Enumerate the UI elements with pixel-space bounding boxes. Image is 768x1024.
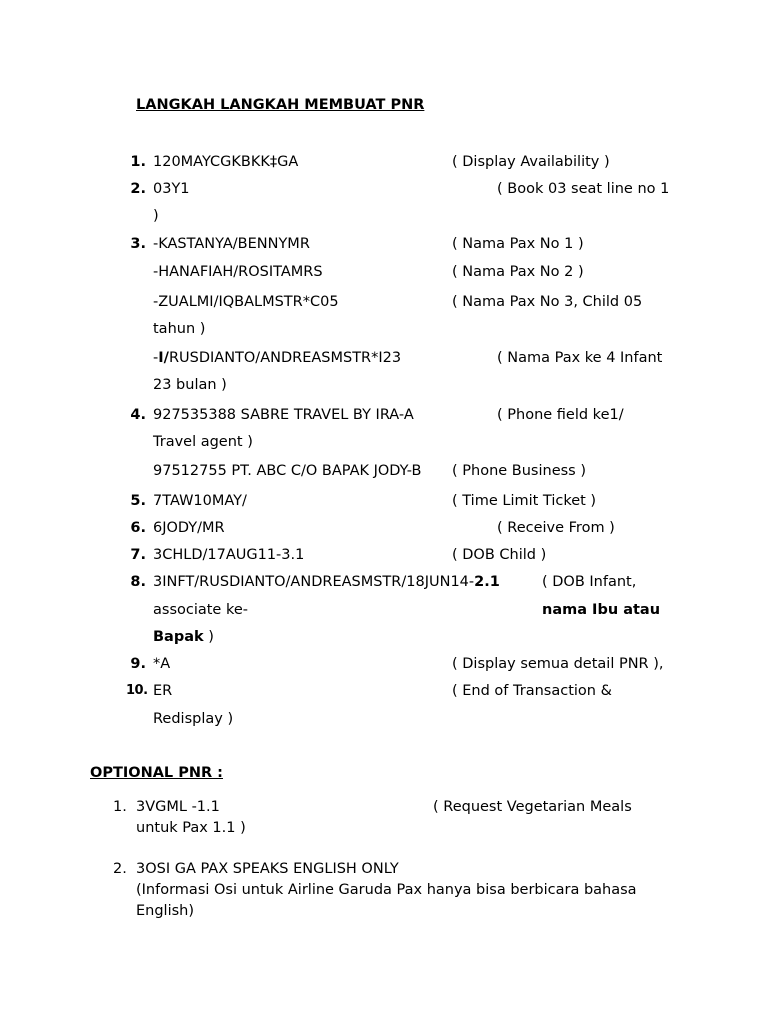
step-note-continuation: nama Ibu atau <box>542 602 661 618</box>
optional-number: 1. <box>113 799 127 815</box>
step-note: ( Book 03 seat line no 1 <box>497 181 670 197</box>
step-number: 8. <box>130 574 146 590</box>
step-note-continuation: tahun ) <box>153 321 206 337</box>
step-note: ( End of Transaction & <box>452 683 612 699</box>
optional-note-continuation: untuk Pax 1.1 ) <box>136 820 246 836</box>
step-note-continuation: ) <box>153 208 159 224</box>
step-note: ( DOB Child ) <box>452 547 547 563</box>
step-command: *A <box>153 656 171 672</box>
step-command: 3CHLD/17AUG11-3.1 <box>153 547 305 563</box>
step-command: 120MAYCGKBKK‡GA <box>153 154 299 170</box>
step-number: 10. <box>126 683 148 698</box>
step-number: 4. <box>130 407 146 423</box>
step-note-continuation: Bapak ) <box>153 629 214 645</box>
step-note: ( Phone field ke1/ <box>497 407 624 423</box>
step-number: 5. <box>130 493 146 509</box>
step-command: -HANAFIAH/ROSITAMRS <box>153 264 323 280</box>
step-command: ER <box>153 683 173 699</box>
optional-heading: OPTIONAL PNR : <box>90 765 223 781</box>
step-note: ( Nama Pax No 3, Child 05 <box>452 294 643 310</box>
step-note-continuation: Travel agent ) <box>153 434 253 450</box>
step-note: ( Phone Business ) <box>452 463 586 479</box>
page-title: LANGKAH LANGKAH MEMBUAT PNR <box>136 97 425 113</box>
optional-command: 3VGML -1.1 <box>136 799 220 815</box>
step-command: -KASTANYA/BENNYMR <box>153 236 310 252</box>
step-command: 7TAW10MAY/ <box>153 493 247 509</box>
optional-command: 3OSI GA PAX SPEAKS ENGLISH ONLY <box>136 861 399 877</box>
step-note: ( Display semua detail PNR ), <box>452 656 664 672</box>
step-note-continuation: associate ke- <box>153 602 249 618</box>
optional-description: English) <box>136 903 195 919</box>
step-note: ( DOB Infant, <box>542 574 637 590</box>
step-command: -ZUALMI/IQBALMSTR*C05 <box>153 294 339 310</box>
optional-description: (Informasi Osi untuk Airline Garuda Pax hanya bisa berbicara bahasa <box>136 882 637 898</box>
step-note-continuation: Redisplay ) <box>153 711 234 727</box>
step-note: ( Display Availability ) <box>452 154 610 170</box>
step-command: 6JODY/MR <box>153 520 225 536</box>
step-number: 9. <box>130 656 146 672</box>
step-number: 2. <box>130 181 146 197</box>
step-number: 6. <box>130 520 146 536</box>
step-command: 927535388 SABRE TRAVEL BY IRA-A <box>153 407 414 423</box>
step-command: 3INFT/RUSDIANTO/ANDREASMSTR/18JUN14-2.1 <box>153 574 500 590</box>
optional-number: 2. <box>113 861 127 877</box>
step-note: ( Time Limit Ticket ) <box>452 493 597 509</box>
step-number: 3. <box>130 236 146 252</box>
step-command: 97512755 PT. ABC C/O BAPAK JODY-B <box>153 463 422 479</box>
step-number: 1. <box>130 154 146 170</box>
step-command: -I/RUSDIANTO/ANDREASMSTR*I23 <box>153 350 402 366</box>
step-number: 7. <box>130 547 146 563</box>
step-note: ( Nama Pax No 2 ) <box>452 264 584 280</box>
step-note: ( Receive From ) <box>497 520 615 536</box>
optional-note: ( Request Vegetarian Meals <box>433 799 632 815</box>
step-note: ( Nama Pax No 1 ) <box>452 236 584 252</box>
step-note-continuation: 23 bulan ) <box>153 377 227 393</box>
step-note: ( Nama Pax ke 4 Infant <box>497 350 663 366</box>
step-command: 03Y1 <box>153 181 190 197</box>
